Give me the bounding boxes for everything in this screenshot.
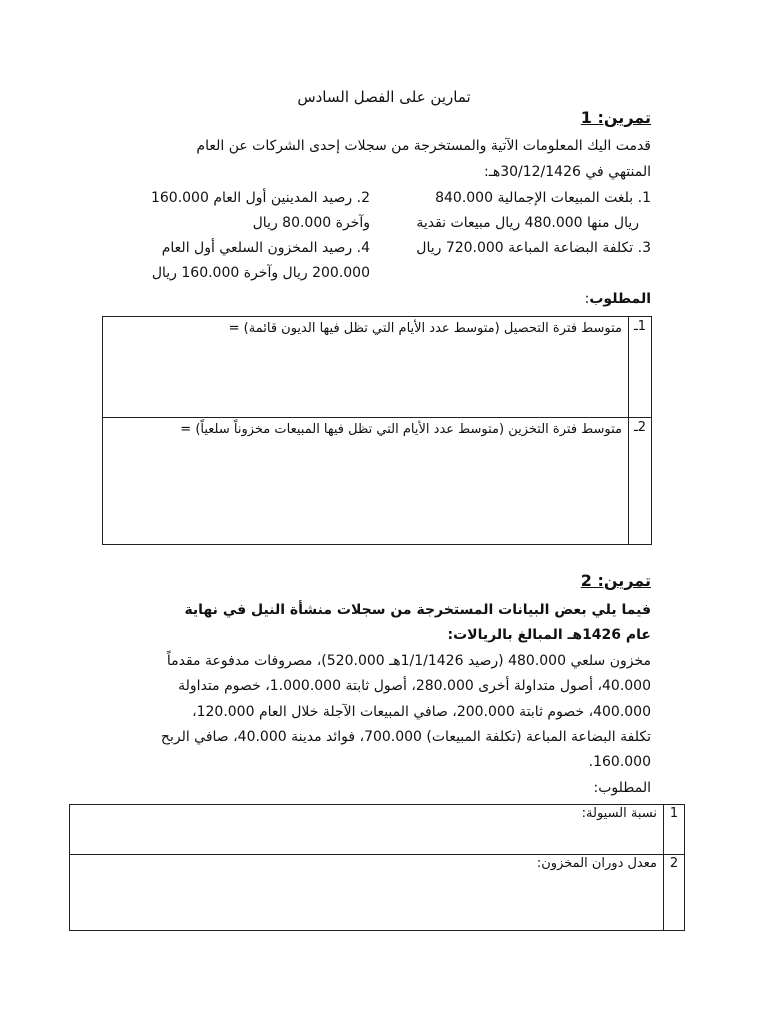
table-row — [103, 317, 652, 418]
exercise-1-answer-table — [102, 316, 652, 545]
exercise-1-intro-line-1: قدمت اليك المعلومات الآتية والمستخرجة من سجلات إحدى الشركات عن العام — [196, 138, 651, 154]
question-text: متوسط فترة التخزين (متوسط عدد الأيام التي تظل فيها المبيعات مخزوناً سلعياً) = — [103, 418, 629, 545]
exercise-1-item-4-line-2: 200.000 ريال وآخرة 160.000 ريال — [151, 265, 370, 281]
exercise-1-item-3-line-1: 3. تكلفة البضاعة المباعة 720.000 ريال — [416, 240, 651, 256]
exercise-1-item-1-line-2: ريال منها 480.000 ريال مبيعات نقدية — [416, 215, 639, 231]
question-number: 2ـ — [629, 418, 652, 545]
exercise-1-item-1-line-1: 1. بلغت المبيعات الإجمالية 840.000 — [435, 190, 651, 206]
table-row — [70, 805, 685, 855]
exercise-2-data-line-3: 400.000، خصوم ثابتة 200.000، صافي المبيعات الآجلة خلال العام 120.000، — [192, 704, 651, 720]
exercise-2-data-line-2: 40.000، أصول متداولة أخرى 280.000، أصول ثابتة 1.000.000، خصوم متداولة — [178, 678, 651, 694]
question-number: 2 — [664, 855, 685, 931]
exercise-1-required-colon: : — [584, 291, 590, 307]
exercise-2-required: المطلوب: — [593, 780, 651, 796]
question-text: معدل دوران المخزون: — [70, 855, 664, 931]
exercise-1-intro-line-2: المنتهي في 30/12/1426هـ: — [484, 164, 651, 180]
exercise-2-data-line-4: تكلفة البضاعة المباعة (تكلفة المبيعات) 700.000، فوائد مدينة 40.000، صافي الربح — [160, 729, 651, 745]
exercise-1-required-label: المطلوب — [589, 291, 651, 307]
exercise-1-item-2-line-1: 2. رصيد المدينين أول العام 160.000 — [150, 190, 370, 206]
exercise-1-item-4-line-1: 4. رصيد المخزون السلعي أول العام — [161, 240, 370, 256]
question-text: نسبة السيولة: — [70, 805, 664, 855]
exercise-1-heading: تمرين: 1 — [580, 108, 651, 127]
page-title: تمارين على الفصل السادس — [297, 88, 471, 106]
exercise-1-item-2-line-2: وآخرة 80.000 ريال — [252, 215, 370, 231]
exercise-2-data-line-1: مخزون سلعي 480.000 (رصيد 1/1/1426هـ 520.000)، مصروفات مدفوعة مقدماً — [166, 653, 651, 669]
exercise-2-intro-line-1: فيما يلي بعض البيانات المستخرجة من سجلات منشأة النيل في نهاية — [184, 602, 651, 618]
question-number: 1ـ — [629, 317, 652, 418]
exercise-2-intro-line-2: عام 1426هـ المبالغ بالريالات: — [447, 627, 651, 643]
exercise-2-data-line-5: 160.000. — [588, 754, 651, 770]
exercise-1-required — [585, 289, 651, 309]
question-text: متوسط فترة التحصيل (متوسط عدد الأيام التي تظل فيها الديون قائمة) = — [103, 317, 629, 418]
table-row — [70, 855, 685, 931]
table-row — [103, 418, 652, 545]
exercise-2-heading: تمرين: 2 — [580, 571, 651, 590]
exercise-2-answer-table — [69, 804, 685, 931]
question-number: 1 — [664, 805, 685, 855]
